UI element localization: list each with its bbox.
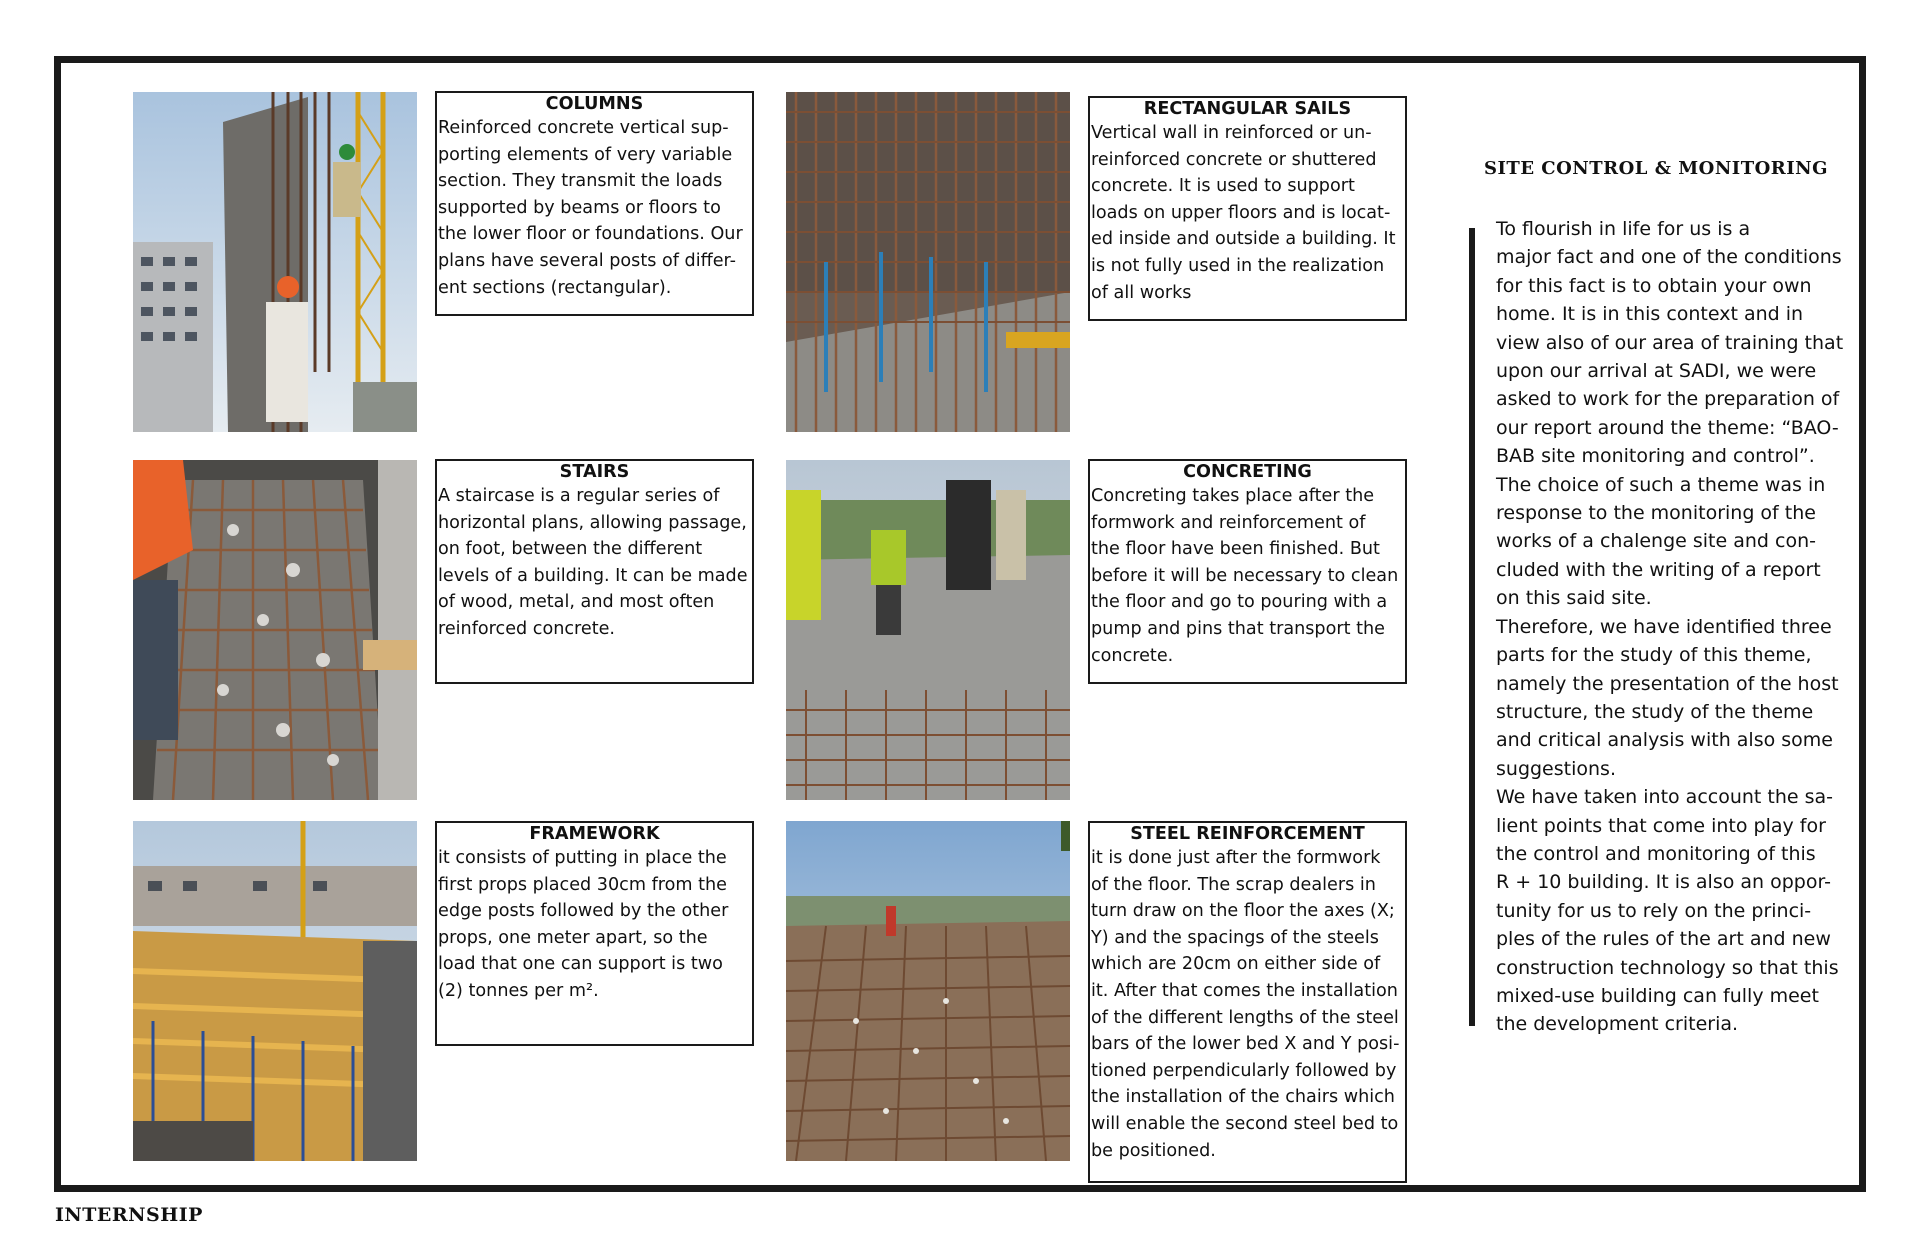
footer-label: INTERNSHIP [55, 1204, 203, 1226]
caption-title: STEEL REINFORCEMENT [1130, 824, 1365, 844]
caption-title: STAIRS [559, 462, 630, 482]
caption-text: Concreting takes place after the formwork and reinforcement of the floor have been finished. But before it will be necessary to clean the floor and go to pouring with a pump and pins that transport the concrete. [1091, 486, 1399, 666]
caption-title: RECTANGULAR SAILS [1143, 99, 1352, 119]
sidebar-title: SITE CONTROL & MONITORING [1484, 158, 1828, 179]
sidebar-accent-bar [1469, 228, 1475, 1026]
photo-framework [133, 821, 417, 1161]
photo-steel-reinforcement [786, 821, 1070, 1161]
caption-steel-reinforcement [1088, 821, 1407, 1183]
caption-title: FRAMEWORK [529, 824, 660, 844]
photo-columns [133, 92, 417, 432]
caption-text: it consists of putting in place the first props placed 30cm from the edge posts followed by the other props, one meter apart, so the load that one can support is two (2) tonnes per m². [438, 848, 729, 1001]
caption-text: Vertical wall in reinforced or un- reinforced concrete or shuttered concrete. It is used to support loads on upper floors and is locat- ed inside and outside a building. It is not fully used in the realization of all works [1091, 123, 1396, 303]
caption-framework [435, 821, 754, 1046]
sidebar-text: To flourish in life for us is a major fact and one of the conditions for this fact is to obtain your own home. It is in this context and in view also of our area of training that upon our arrival at SADI, we were asked to work for the preparation of our report around the theme: “BAO- BAB site monitoring and control”. The choice of such a theme was in response to the monitoring of the works of a chalenge site and con- cluded with the writing of a report on this said site. Therefore, we have identified three parts for the study of this theme, namely the presentation of the host structure, the study of the theme and critical analysis with also some suggestions. We have taken into account the sa- lient points that come into play for the control and monitoring of this R + 10 building. It is also an oppor- tunity for us to rely on the princi- ples of the rules of the art and new construction technology so that this mixed-use building can fully meet the development criteria. [1496, 218, 1844, 1036]
caption-title: COLUMNS [545, 94, 644, 114]
caption-text: A staircase is a regular series of horizontal plans, allowing passage, on foot, between the different levels of a building. It can be made of wood, metal, and most often reinforced concrete. [438, 486, 748, 639]
caption-stairs [435, 459, 754, 684]
caption-text: it is done just after the formwork of the floor. The scrap dealers in turn draw on the floor the axes (X; Y) and the spacings of the steels which are 20cm on either side of it. After that comes the installation of the different lengths of the steel bars of the lower bed X and Y posi- tioned perpendicularly followed by the installation of the chairs which will enable the second steel bed to be positioned. [1091, 848, 1400, 1161]
caption-title: CONCRETING [1183, 462, 1312, 482]
caption-rectangular-sails [1088, 96, 1407, 321]
caption-text: Reinforced concrete vertical sup- porting elements of very variable section. They transmit the loads supported by beams or floors to the lower floor or foundations. Our plans have several posts of differ- ent sections (rectangular). [438, 118, 743, 298]
caption-columns [435, 91, 754, 316]
caption-concreting [1088, 459, 1407, 684]
photo-concreting [786, 460, 1070, 800]
photo-rectangular-sails [786, 92, 1070, 432]
photo-stairs [133, 460, 417, 800]
